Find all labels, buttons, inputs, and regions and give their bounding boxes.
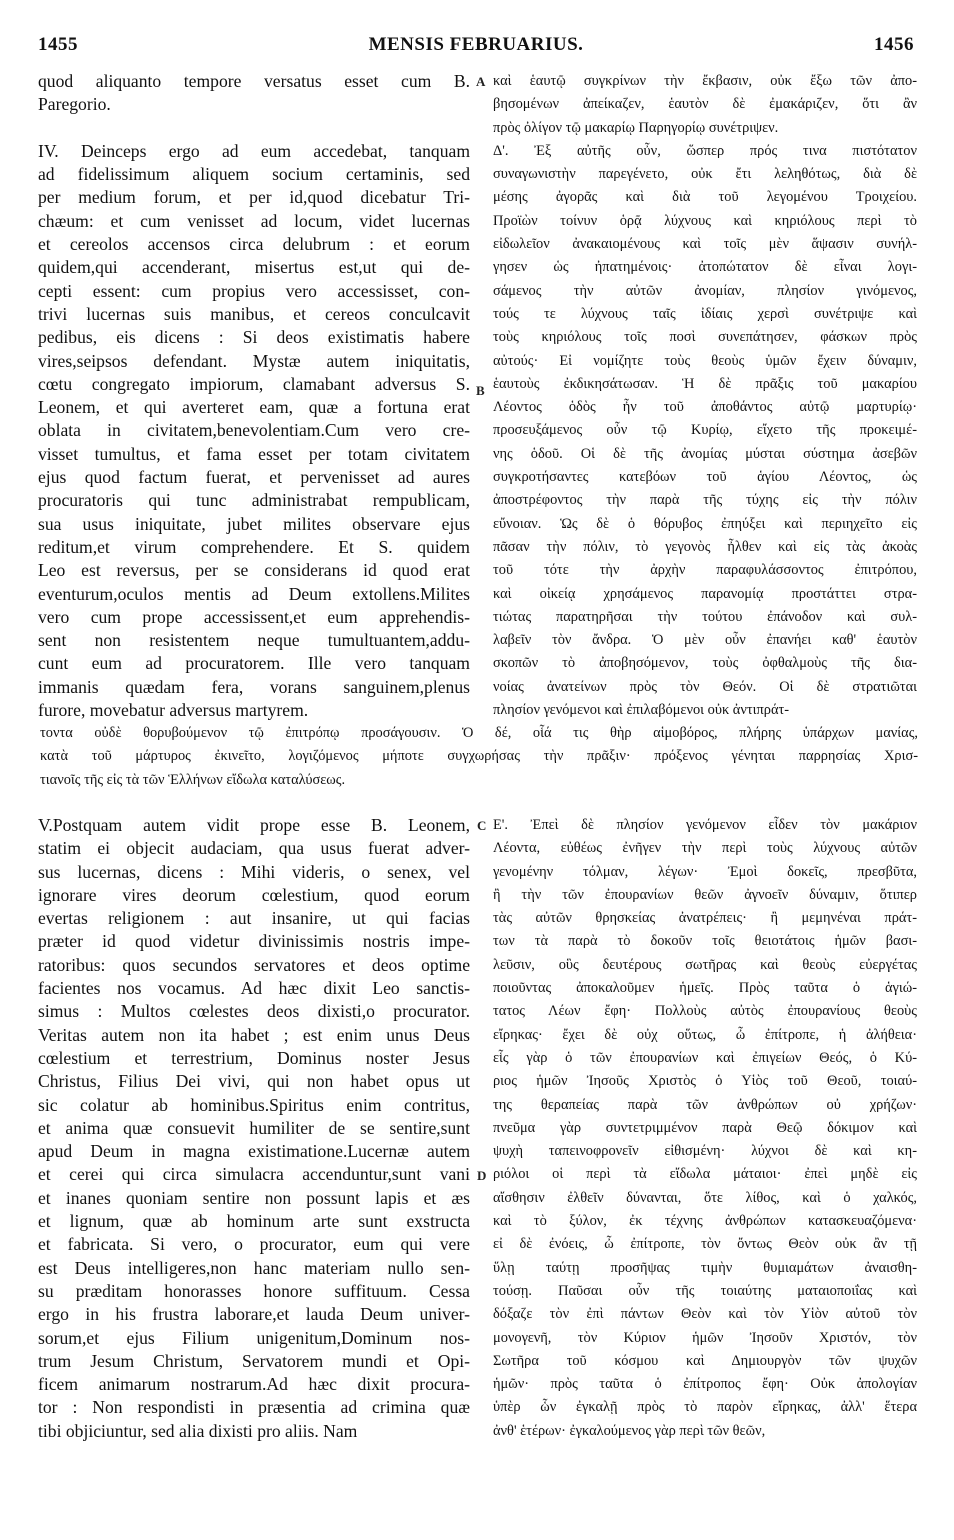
greek-line: Λέοντος ὁδὸς ἦν τοῦ ἀποθάντος αὐτῷ μαρτυρίῳ· bbox=[493, 399, 917, 416]
greek-line: εἰ δὲ ἐνόεις, ὦ ἐπίτροπε, τὸν ὄντως Θεὸν οὐκ ἂν τῇ bbox=[493, 1236, 917, 1253]
greek-line: δόξαζε τὸν ἐπὶ πάντων Θεὸν καὶ τὸν Υἱὸν αὐτοῦ τὸν bbox=[493, 1306, 917, 1323]
greek-line: Λέοντα, εὐθέως ἐνῆγεν τὴν περὶ τοὺς λύχνους αὐτῶν bbox=[493, 840, 917, 857]
running-title: MENSIS FEBRUARIUS. bbox=[368, 34, 584, 55]
latin-line: apud Deum in magna existimatione.Lucernæ autem bbox=[38, 1141, 470, 1162]
latin-line: sic colatur ab hominibus.Spiritus enim contritus, bbox=[38, 1094, 470, 1115]
greek-line: καὶ οἰκείᾳ χρησάμενος παρανομίᾳ προστάττει στρα- bbox=[493, 585, 917, 602]
latin-line: ejus quod factum fuerat, et pervenisset ad aures bbox=[38, 467, 470, 488]
latin-line: est Deus intelligeres,non hanc materiam nullo sen- bbox=[38, 1257, 470, 1278]
latin-line: vero cum prope accessissent,et eum apprehendis- bbox=[38, 606, 470, 627]
latin-line: sent non resistentem neque tumultuantem,addu- bbox=[38, 630, 470, 651]
greek-line: ψυχὴ ταπεινοφρονεῖν εἰθισμένη· λύχνοι δὲ καὶ κη- bbox=[493, 1143, 917, 1160]
greek-line: λεῦσιν, οὓς δευτέρους σωτῆρας καὶ θεοὺς εὐεργέτας bbox=[493, 956, 917, 973]
greek-line: σάμενος τὴν αὐτῶν ἀνομίαν, πλησίον γινόμενος, bbox=[493, 282, 917, 299]
greek-line: αἴσθησιν ἐλθεῖν δύνανται, ὅτε λίθος, καὶ ὁ χαλκός, bbox=[493, 1189, 917, 1206]
latin-line: statim ei objecit audaciam, qua usus fuerat adver- bbox=[38, 838, 470, 859]
latin-line: et fabricata. Si vero, o procurator, eum qui vere bbox=[38, 1234, 470, 1255]
latin-line: et cerei qui circa simulacra accenduntur,sunt vani bbox=[38, 1164, 470, 1185]
latin-line: vires,seipsos defendant. Mystæ autem iniquitatis, bbox=[38, 350, 470, 371]
latin-line: Paregorio. bbox=[38, 94, 111, 115]
latin-line: tibi objiciuntur, sed alia dixisti pro aliis. Nam bbox=[38, 1420, 358, 1441]
latin-line: ignorare vires deorum cœlestium, quod eorum bbox=[38, 884, 470, 905]
greek-line: πνεῦμα γὰρ συντετριμμένον παρὰ Θεῷ δόκιμον καὶ bbox=[493, 1119, 917, 1136]
latin-line: Leo est reversus, per se considerans id quod erat bbox=[38, 560, 470, 581]
greek-line: αὐτούς· Εἰ νομίζητε τοὺς θεοὺς ὑμῶν ἔχειν δύναμιν, bbox=[493, 352, 917, 369]
greek-line: Σωτῆρα τοῦ κόσμου καὶ Δημιουργὸν τῶν ψυχῶν bbox=[493, 1352, 917, 1369]
page-number-right: 1456 bbox=[874, 34, 914, 55]
latin-line: tor : Non respondisti in præsentia ad crimina quæ bbox=[38, 1397, 470, 1418]
greek-line: γησεν ὡς ἠπατημένοις· ἀτοπώτατον δὲ εἶναι λογι- bbox=[493, 259, 917, 276]
latin-line: præter id quod videtur divinissimis nostris impe- bbox=[38, 931, 470, 952]
greek-line: Δ'. Ἐξ αὐτῆς οὖν, ὥσπερ πρός τινα πιστότατον bbox=[493, 142, 917, 159]
greek-line: τατος Λέων ἔφη· Πολλοὺς αὐτὸς ἐπουρανίους θεοὺς bbox=[493, 1003, 917, 1020]
greek-line: ἀνθ' ἑτέρων· ἐγκαλούμενος γὰρ περὶ τῶν θεῶν, bbox=[493, 1422, 766, 1439]
greek-line: εἰδωλεῖον ἀνακαιομένους καὶ τοῖς μὲν ἅψασιν συνήλ- bbox=[493, 236, 917, 253]
latin-line: V.Postquam autem vidit prope esse B. Leonem, bbox=[38, 815, 470, 835]
latin-column-section-4 bbox=[38, 70, 470, 722]
latin-line: quidem,qui accenderant, misertus est,ut qui de- bbox=[38, 257, 470, 278]
latin-line: ficem animarum nostrarum.Ad hæc dixit procura- bbox=[38, 1374, 470, 1395]
greek-line: συγκροτήσαντες κατεβόων τοῦ ἁγίου Λέοντος, ὡς bbox=[493, 469, 917, 486]
greek-line: ὑπὲρ ὧν ἐγκαλῇ πρὸς τὸ παρὸν εἴρηκας, ἀλλ' ἕτερα bbox=[493, 1399, 917, 1416]
greek-line: ἢ τὴν τῶν ἐπουρανίων θεῶν ἀγνοεῖν δύναμιν, ὅτιπερ bbox=[493, 886, 917, 903]
greek-line: μέσης ἀγορᾶς καὶ διὰ τοῦ λεγομένου Τροιχείου. bbox=[493, 189, 917, 206]
greek-line: τιώτας παρατηρῆσαι τὴν τούτου ἐπάνοδον καὶ συλ- bbox=[493, 608, 917, 625]
margin-marker-b: B bbox=[476, 383, 485, 398]
latin-line: simus : Multos cœlestes deos dixisti,o procurator. bbox=[38, 1001, 470, 1022]
greek-line: τούς τε λύχνους ταῖς ἰδίαις χερσὶ συνέτριψε καὶ bbox=[493, 305, 917, 322]
greek-line: βησομένων ἀπείκαζεν, ἑαυτὸν δὲ ἐμακάριζεν, ὅτι ἂν bbox=[493, 96, 917, 113]
running-header bbox=[38, 34, 914, 58]
latin-line: sorum,et ejus Filium unigenitum,Dominum nos- bbox=[38, 1327, 470, 1348]
latin-line: eventurum,oculos mentis ad Deum extollens.Milites bbox=[38, 583, 470, 604]
greek-line: γενομένην τόλμαν, λέγων· Ἐμοὶ δοκεῖς, πρεσβῦτα, bbox=[493, 863, 917, 880]
greek-line: λαβεῖν τὸν ἄνδρα. Ὁ μὲν οὖν ἐπανήει καθ' ἑαυτὸν bbox=[493, 632, 917, 649]
greek-line: ἡμῶν· πρὸς ταῦτα ὁ ἐπίτροπος ἔφη· Οὐκ ἀπολογίαν bbox=[493, 1376, 917, 1393]
greek-line: τούσῃ. Παῦσαι οὖν τῆς τοιαύτης ματαιοποιΐας καὶ bbox=[493, 1282, 917, 1299]
margin-marker-a: A bbox=[476, 74, 486, 89]
greek-full-line: τοντα οὐδὲ θορυβούμενον τῷ ἐπιτρόπῳ προσάγουσιν. Ὁ δέ, οἷά τις θὴρ αἱμοβόρος, πλήρης ὑπάρχων μανίας, bbox=[40, 725, 918, 741]
latin-line: su præditam honorasses honore suffituum. Cessa bbox=[38, 1280, 470, 1301]
latin-line: facientes nos vocamus. Ad hæc dixit Leo sanctis- bbox=[38, 978, 470, 999]
page-number-left: 1455 bbox=[38, 34, 78, 55]
greek-line: νης ὁδοῦ. Οἱ δὲ τῆς ἀνομίας μύσται σύστημα ἀσεβῶν bbox=[493, 445, 917, 462]
greek-line: εἷς γὰρ ὁ τῶν ἐπουρανίων καὶ ἐπιγείων Θεός, ὁ Κύ- bbox=[493, 1049, 917, 1066]
margin-marker-c: C bbox=[477, 818, 487, 833]
greek-line: ὕλῃ ταύτῃ προσῆψας τιμὴν θυμιαμάτων ἀναισθη- bbox=[493, 1259, 917, 1276]
margin-marker-d: D bbox=[477, 1168, 487, 1183]
latin-line: immanis quædam fera, vorans sanguinem,plenus bbox=[38, 676, 470, 697]
greek-column-section-5 bbox=[493, 814, 917, 1443]
latin-line: cepti essent: cum propius vero accessisset, con- bbox=[38, 280, 470, 301]
greek-line: νοίας ἀνατείνων πρὸς τὸν Θεόν. Οἱ δὲ στρατιῶται bbox=[493, 678, 917, 695]
greek-line: συναγωνιστὴν παρεγένετο, οὐκ ἔτι λεληθότως, διὰ δὲ bbox=[493, 166, 917, 183]
greek-line: τὰς αὐτῶν θρησκείας ἀνατρέπεις· ἢ μεμηνέναι πράτ- bbox=[493, 910, 917, 927]
greek-line: ριόλοι οἱ περὶ τὰ εἴδωλα μάταιοι· ἐπεὶ μηδὲ εἰς bbox=[493, 1166, 917, 1183]
greek-line: τοῦ τότε τὴν ἀρχὴν παραφυλάσσοντος ἐπιτρόπου, bbox=[493, 562, 917, 579]
latin-line: et lignum, quæ ab hominum arte sunt exstructa bbox=[38, 1211, 470, 1232]
latin-line: IV. Deinceps ergo ad eum accedebat, tanquam bbox=[38, 140, 470, 161]
latin-line: pedibus, eis dicens : Si deos existimatis habere bbox=[38, 327, 470, 348]
greek-line: ἀποστρέφοντος τὴν παρὰ τῆς τύχης εἰς τὴν πόλιν bbox=[493, 492, 917, 509]
greek-line: μονογενῆ, τὸν Κύριον ἡμῶν Ἰησοῦν Χριστόν, τὸν bbox=[493, 1329, 917, 1346]
latin-line: chæum: et cum venisset ad locum, videt lucernas bbox=[38, 210, 470, 231]
greek-line: σκοπῶν τὸ ἀποβησόμενον, τοὺς ὀφθαλμοὺς τῆς δια- bbox=[493, 655, 917, 672]
latin-line: et cereolos accensos circa delubrum : et eorum bbox=[38, 234, 470, 255]
latin-line: Christus, Filius Dei vivi, qui non habet opus ut bbox=[38, 1071, 470, 1092]
latin-line: quod aliquanto tempore versatus esset cum B. bbox=[38, 71, 470, 91]
greek-full-line: τιανοῖς τῆς εἰς τὰ τῶν Ἑλλήνων εἴδωλα καταλύσεως. bbox=[40, 771, 346, 788]
greek-line: πᾶσαν τὴν πόλιν, τὸ γεγονὸς ἦλθεν καὶ εἰς τὰς ἀκοὰς bbox=[493, 538, 917, 555]
greek-line: εὔνοιαν. Ὡς δὲ ὁ θόρυβος ἐπηύξει καὶ περιηχεῖτο εἰς bbox=[493, 515, 917, 532]
greek-line: ἑαυτοὺς ἐκδικησάτωσαν. Ἡ δὲ πρᾶξις τοῦ μακαρίου bbox=[493, 375, 917, 392]
latin-line: furore, movebatur adversus martyrem. bbox=[38, 700, 309, 721]
latin-line: ratoribus: quos secundos servatores et deos optime bbox=[38, 954, 470, 975]
latin-line: sua usus iniquitate, jubet milites observare ejus bbox=[38, 513, 470, 534]
greek-line: καὶ ἑαυτῷ συγκρίνων τὴν ἔκβασιν, οὐκ ἔξω τῶν ἀπο- bbox=[493, 73, 917, 89]
greek-full-width-passage bbox=[40, 722, 918, 792]
latin-line: visset tumultus, et fama esset per totam civitatem bbox=[38, 443, 470, 464]
greek-line: εἴρηκας· ἔχει δὲ οὐχ οὕτως, ὦ ἐπίτροπε, ἡ ἀλήθεια· bbox=[493, 1026, 917, 1043]
greek-line: τοὺς κηριόλους τοῖς ποσὶ συνεπάτησεν, φάσκων πρὸς bbox=[493, 329, 917, 346]
greek-line: ποιοῦντας ἀποκαλοῦμεν ἡμεῖς. Πρὸς ταῦτα ὁ ἁγιώ- bbox=[493, 980, 917, 997]
greek-column-section-4 bbox=[493, 70, 917, 722]
latin-line: cunt eum ad procuratorem. Ille vero tanquam bbox=[38, 653, 470, 674]
latin-line: et inanes quoniam sentire non possunt lapis et æs bbox=[38, 1187, 470, 1208]
latin-line: ergo in his frustra laborare,et lauda Deum univer- bbox=[38, 1304, 470, 1325]
latin-line: sus lucernas, dicens : Mihi videris, o senex, vel bbox=[38, 861, 470, 882]
latin-line: Veritas autem non ita habet ; est enim unus Deus bbox=[38, 1024, 470, 1045]
latin-line: per medium forum, et per id,quod dicebatur Tri- bbox=[38, 187, 470, 208]
greek-line: προσευξάμενος οὖν τῷ Κυρίῳ, εἴχετο τῆς προκειμέ- bbox=[493, 422, 917, 439]
latin-line: et anima quæ consuevit humiliter de se sentire,sunt bbox=[38, 1117, 470, 1138]
latin-line: Leonem, et qui averteret eam, quæ a fortuna erat bbox=[38, 397, 470, 418]
greek-full-line: κατὰ τοῦ μάρτυρος ἐκινεῖτο, λογιζόμενος μήποτε συγχωρήσας τὴν πρᾶξιν· πρόξενος γένηται παρρησίας Χρισ- bbox=[40, 748, 918, 765]
latin-line: cœlestium et terrestrium, Dominus noster Jesus bbox=[38, 1047, 470, 1068]
greek-line: Προϊὼν τοίνυν ὁρᾷ λύχνους καὶ κηριόλους περὶ τὸ bbox=[493, 212, 917, 229]
greek-line: των τὰ παρὰ τὸ δοκοῦν τοῖς θειοτάτοις ἡμῶν βασι- bbox=[493, 933, 917, 950]
greek-line: καὶ τὸ ξύλον, ἐκ τέχνης ἀνθρώπων κατασκευαζόμενα· bbox=[493, 1213, 917, 1230]
greek-line: της θεραπείας παρὰ τῶν ἀνθρώπων οὐ χρήζων· bbox=[493, 1096, 917, 1113]
latin-column-section-5 bbox=[38, 814, 470, 1443]
latin-line: trum Jesum Christum, Servatorem mundi et Opi- bbox=[38, 1350, 470, 1371]
latin-line bbox=[38, 117, 470, 140]
latin-line: oblata in civitatem,benevolentiam.Cum vero cre- bbox=[38, 420, 470, 441]
greek-line: πρὸς ὀλίγον τῷ μακαρίῳ Παρηγορίῳ συνέτριψεν. bbox=[493, 119, 779, 136]
latin-line: trivi lucernas suis manibus, et cereos conculcavit bbox=[38, 303, 470, 324]
greek-line: Ε'. Ἐπεὶ δὲ πλησίον γενόμενον εἶδεν τὸν μακάριον bbox=[493, 817, 917, 833]
latin-line: cœtu congregato impiorum, clamabant adversus S. bbox=[38, 373, 470, 394]
greek-line: πλησίον γενόμενοι καὶ ἐπιλαβόμενοι οὐκ ἀντιπράτ- bbox=[493, 702, 790, 719]
latin-line: reditum,et virum comprehendere. Et S. quidem bbox=[38, 536, 470, 557]
greek-line: ριος ἡμῶν Ἰησοῦς Χριστὸς ὁ Υἱὸς τοῦ Θεοῦ, τοιαύ- bbox=[493, 1073, 917, 1090]
latin-line: ad fidelissimum aliquem socium certaminis, sed bbox=[38, 164, 470, 185]
latin-line: procuratoris qui tunc administrabat rempublicam, bbox=[38, 490, 470, 511]
latin-line: evertas religionem : aut insanire, ut qui facias bbox=[38, 908, 470, 929]
